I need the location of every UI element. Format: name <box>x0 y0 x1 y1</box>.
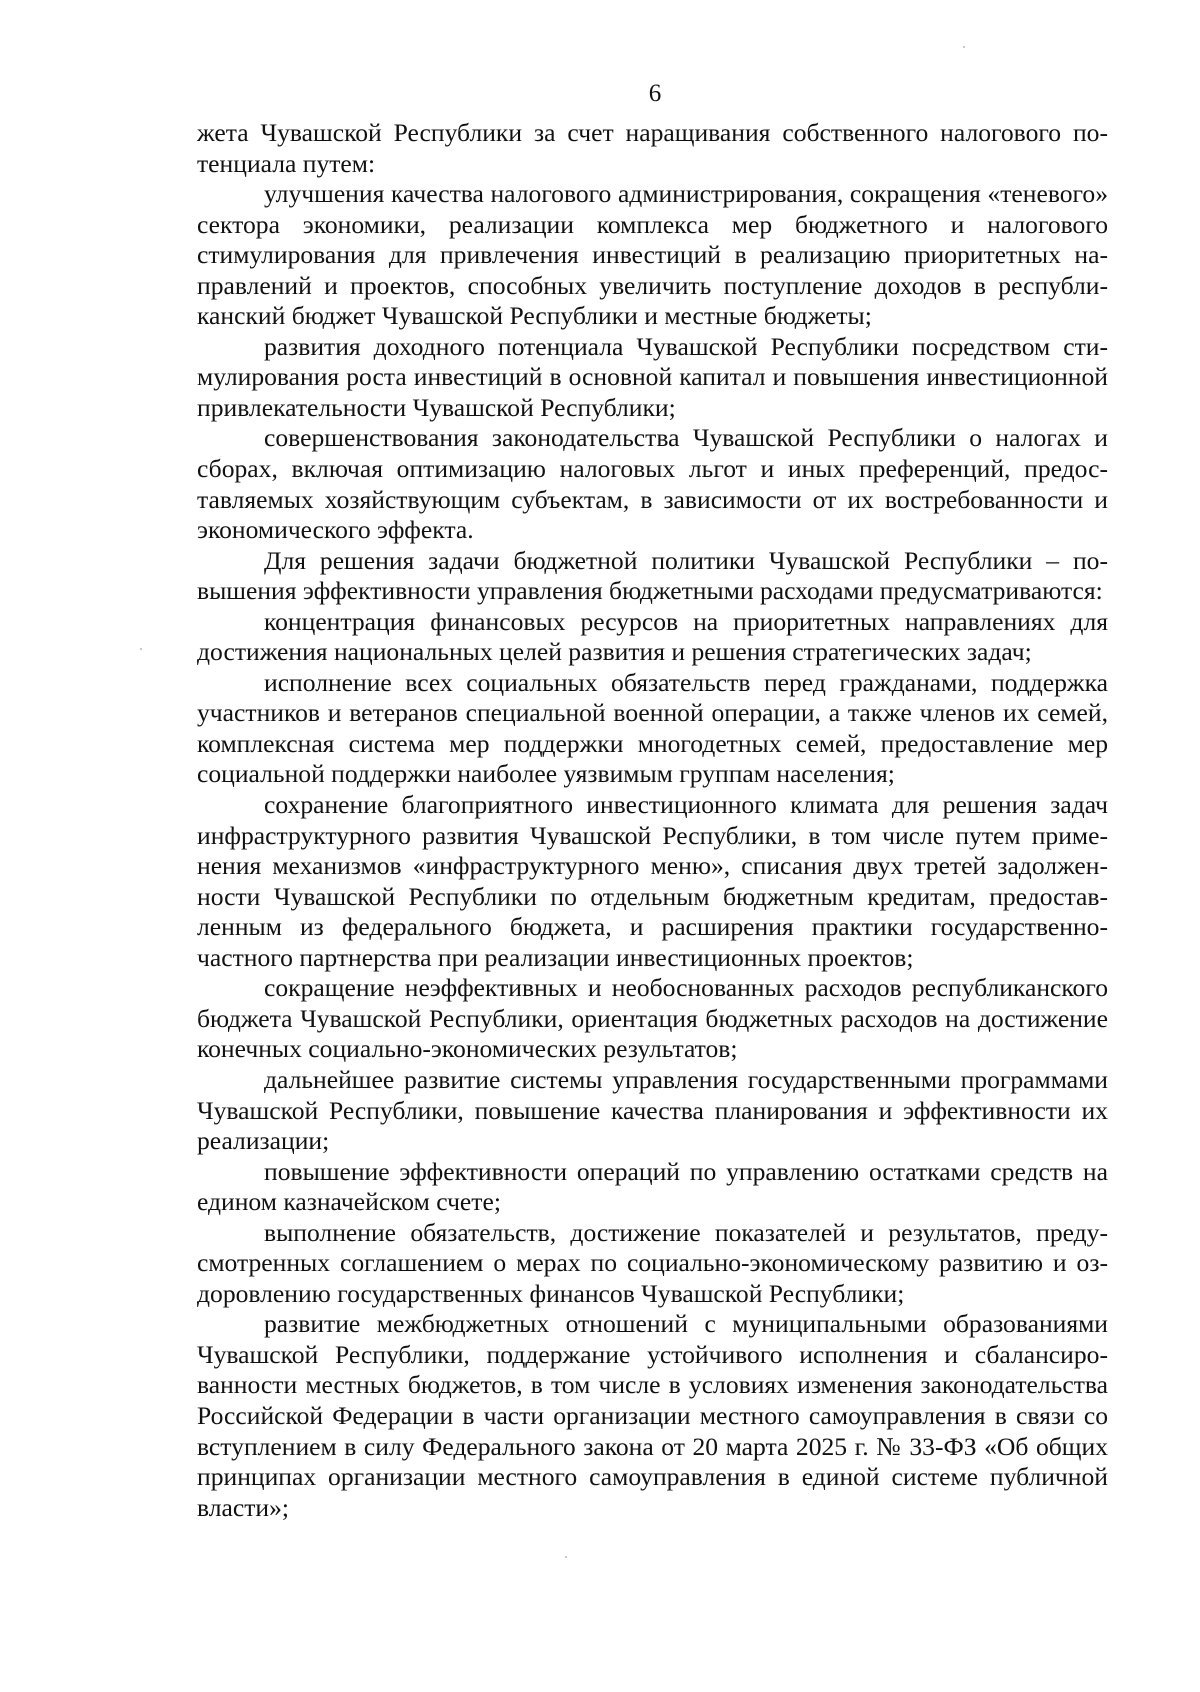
page-number: 6 <box>648 80 662 107</box>
scan-speck <box>140 648 142 650</box>
paragraph: развития доходного потенциала Чувашской Республики посредством стимулирования роста инвестиций в основной капитал и повышения инвестиционной привлекательности Чувашской Республики; <box>197 331 1108 422</box>
paragraph: совершенствования законодательства Чувашской Республики о налогах и сборах, включая оптимизацию налоговых льгот и иных преференций, предоставляемых хозяйствующим субъектам, в зависимости от их востребованности и экономического эффекта. <box>197 423 1108 545</box>
paragraph: Для решения задачи бюджетной политики Чувашской Республики – повышения эффективности управления бюджетными расходами предусматриваются: <box>197 545 1108 606</box>
paragraph: сохранение благоприятного инвестиционного климата для решения задач инфраструктурного развития Чувашской Республики, в том числе путем применения механизмов «инфраструктурного меню», списания двух третей задолженности Чувашской Республики по отдельным бюджетным кредитам, предоставленным из федерального бюджета, и расширения практики государственно-частного партнерства при реализации инвестиционных проектов; <box>197 790 1108 972</box>
paragraph: жета Чувашской Республики за счет наращивания собственного налогового потенциала путем: <box>197 118 1108 178</box>
paragraph: концентрация финансовых ресурсов на приоритетных направлениях для достижения национальных целей развития и решения стратегических задач; <box>197 606 1108 667</box>
paragraph: сокращение неэффективных и необоснованных расходов республиканского бюджета Чувашской Республики, ориентация бюджетных расходов на достижение конечных социально-экономических результатов; <box>197 973 1108 1064</box>
paragraph: исполнение всех социальных обязательств перед гражданами, поддержка участников и ветеранов специальной военной операции, а также членов их семей, комплексная система мер поддержки многодетных семей, предоставление мер социальной поддержки наиболее уязвимым группам населения; <box>197 667 1108 789</box>
paragraph: развитие межбюджетных отношений с муниципальными образованиями Чувашской Республики, поддержание устойчивого исполнения и сбалансированности местных бюджетов, в том числе в условиях изменения законодательства Российской Федерации в части организации местного самоуправления в связи со вступлением в силу Федерального закона от 20 марта 2025 г. № 33-ФЗ «Об общих принципах организации местного самоуправления в единой системе публичной власти»; <box>197 1309 1108 1522</box>
paragraph: дальнейшее развитие системы управления государственными программами Чувашской Республики, повышение качества планирования и эффективности их реализации; <box>197 1064 1108 1156</box>
scan-speck <box>963 46 965 48</box>
paragraph: выполнение обязательств, достижение показателей и результатов, предусмотренных соглашением о мерах по социально-экономическому развитию и оздоровлению государственных финансов Чувашской Республики; <box>197 1217 1108 1308</box>
paragraph: улучшения качества налогового администрирования, сокращения «теневого» сектора экономики, реализации комплекса мер бюджетного и налогового стимулирования для привлечения инвестиций в реализацию приоритетных направлений и проектов, способных увеличить поступление доходов в республиканский бюджет Чувашской Республики и местные бюджеты; <box>197 179 1108 331</box>
paragraph: повышение эффективности операций по управлению остатками средств на едином казначейском счете; <box>197 1156 1108 1217</box>
scan-speck <box>565 1556 567 1558</box>
document-body <box>197 118 1108 1523</box>
